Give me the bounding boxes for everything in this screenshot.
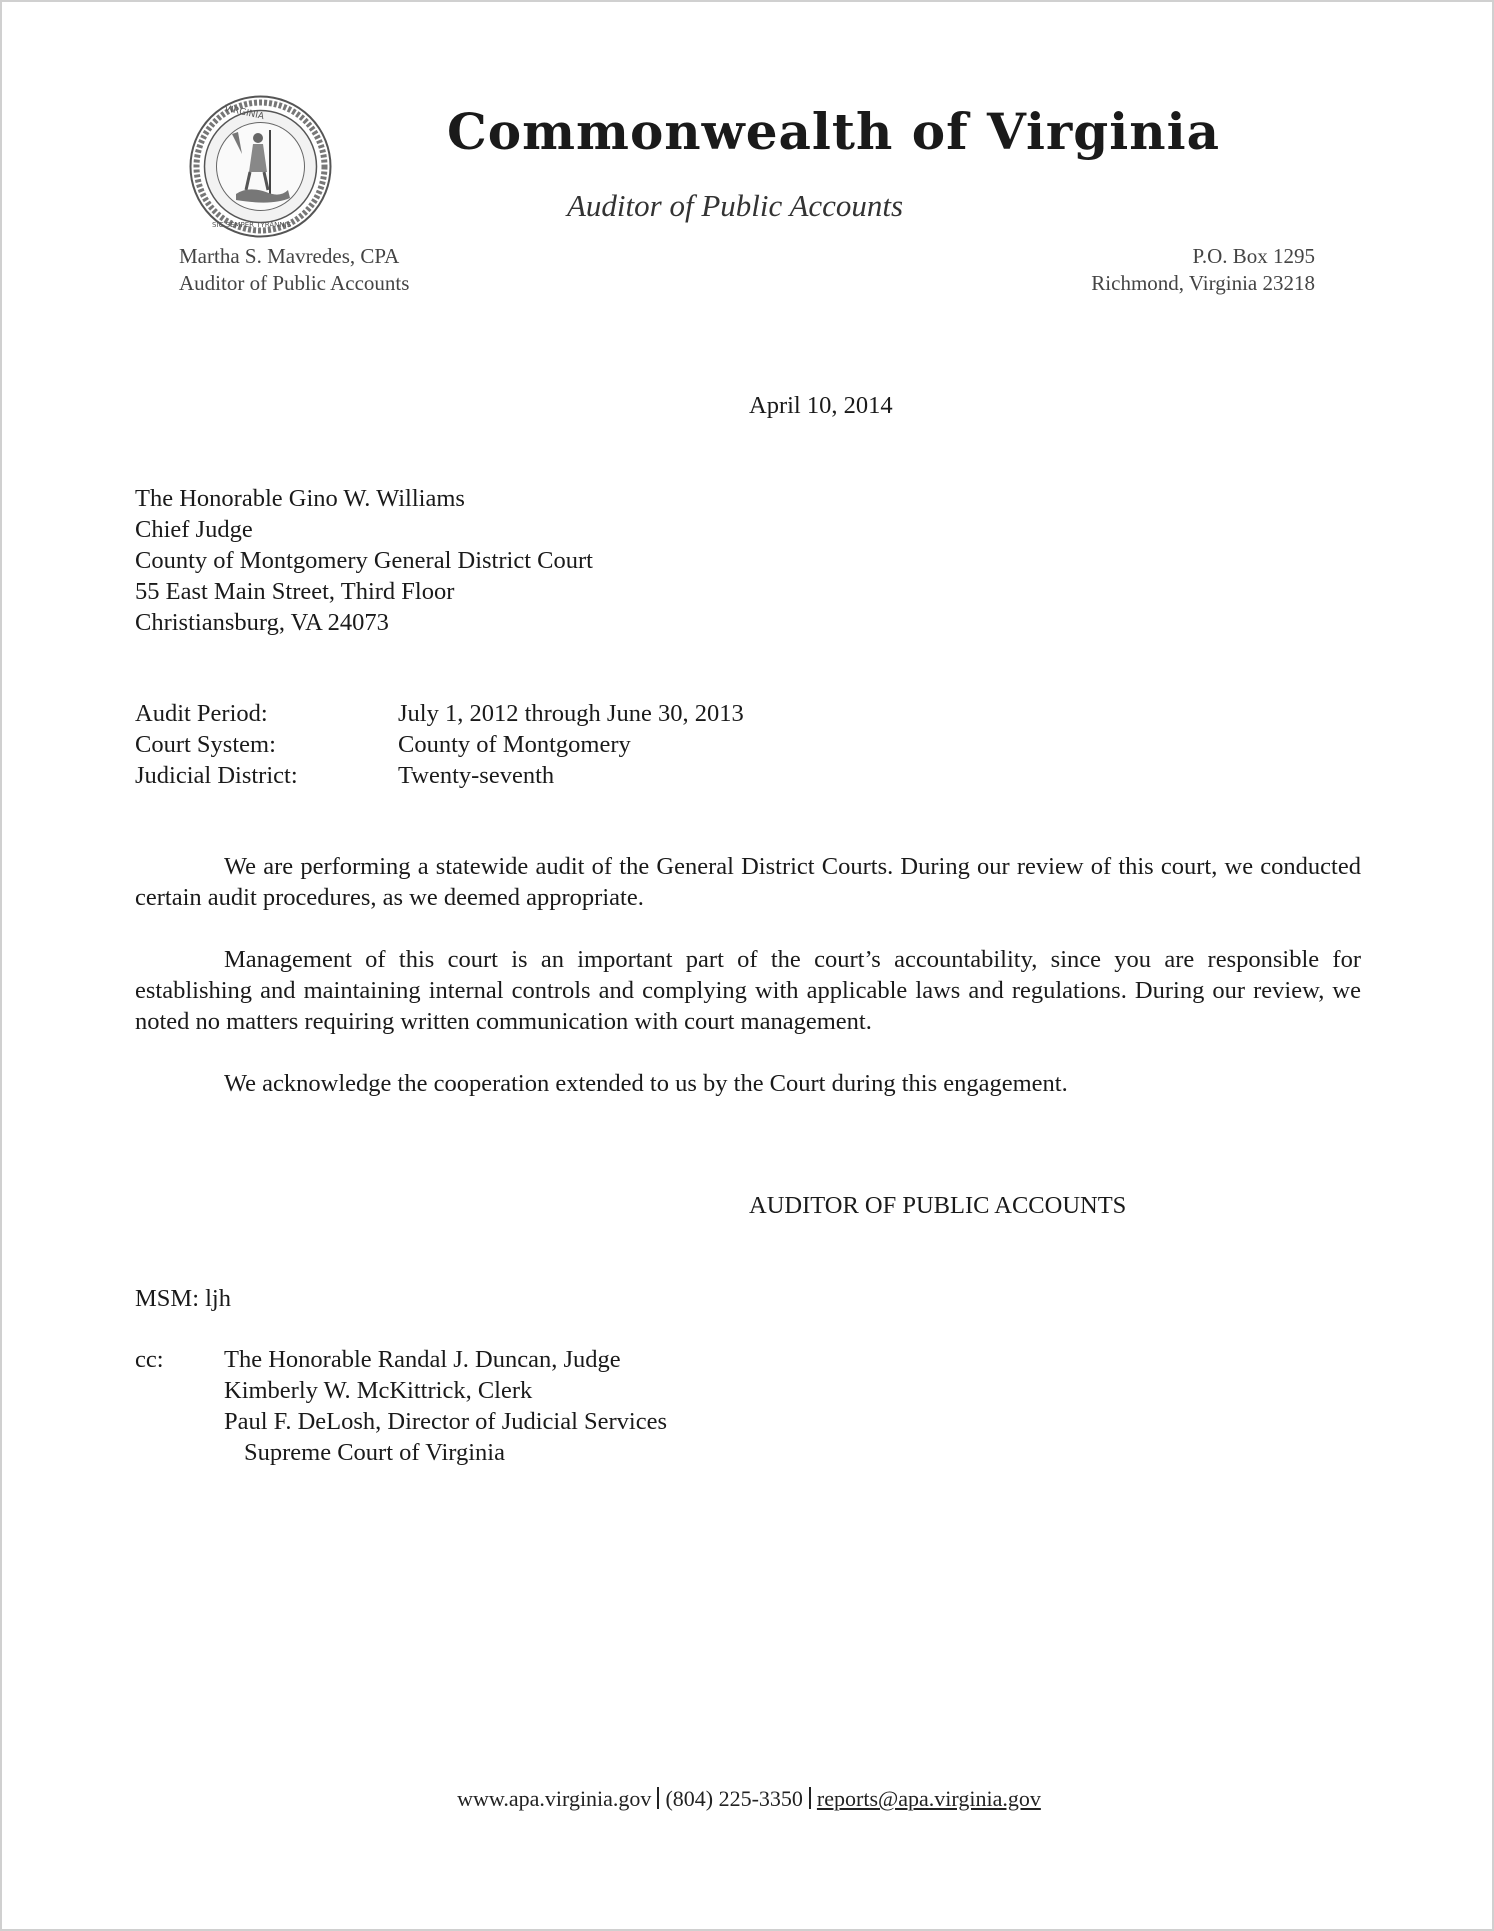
paragraph-text: We acknowledge the cooperation extended to us by the Court during this engagement. [224,1070,1068,1097]
cc-row [135,1437,667,1468]
seal-text: VIRGINIA [223,103,265,123]
cc-row [135,1406,667,1437]
info-value: County of Montgomery [398,731,631,758]
addressee-line: The Honorable Gino W. Williams [135,485,465,512]
info-label: Audit Period: [135,700,268,727]
cc-line: Paul F. DeLosh, Director of Judicial Services [224,1408,668,1435]
footer-divider [657,1787,659,1809]
footer-email-link[interactable]: reports@apa.virginia.gov [816,1786,1041,1811]
letterhead-title: Commonwealth of Virginia [447,102,1220,161]
seal-motto: SIC SEMPER TYRANNIS [212,221,292,229]
letterhead-sender [179,243,409,297]
cc-row [135,1375,667,1406]
signature-block: AUDITOR OF PUBLIC ACCOUNTS [749,1192,1127,1219]
sender-title: Auditor of Public Accounts [179,271,410,295]
addressee-block [135,483,593,638]
body-paragraph [135,851,1361,913]
city-state-zip: Richmond, Virginia 23218 [1091,271,1315,295]
cc-line: The Honorable Randal J. Duncan, Judge [224,1346,621,1373]
cc-row [135,1344,667,1375]
info-row [135,760,744,791]
letterhead-address [1091,243,1315,297]
cc-line: Kimberly W. McKittrick, Clerk [224,1377,533,1404]
paragraph-text: We are performing a statewide audit of the General District Courts. During our review of this court, we conducted certain audit procedures, as we deemed appropriate. [135,853,1361,911]
paragraph-text: Management of this court is an important part of the court’s accountability, since you are responsible for establishing and maintaining internal controls and complying with applicable laws and regulations. During our review, we noted no matters requiring written communication with court management. [135,946,1361,1035]
letter-date: April 10, 2014 [749,392,893,419]
addressee-line: Christiansburg, VA 24073 [135,609,389,636]
addressee-line: Chief Judge [135,516,253,543]
info-row [135,729,744,760]
footer-divider [809,1787,811,1809]
addressee-line: 55 East Main Street, Third Floor [135,578,455,605]
footer-phone: (804) 225-3350 [665,1786,803,1811]
sender-name: Martha S. Mavredes, CPA [179,244,400,268]
footer-website-link[interactable]: www.apa.virginia.gov [457,1786,652,1811]
cc-label: cc: [135,1346,164,1373]
body-paragraph [135,944,1361,1037]
body-paragraph [135,1068,1361,1099]
letterhead-subtitle: Auditor of Public Accounts [567,188,904,223]
info-value: July 1, 2012 through June 30, 2013 [398,700,744,727]
cc-line: Supreme Court of Virginia [244,1439,505,1466]
audit-info-block [135,698,744,791]
cc-block [135,1344,667,1468]
addressee-line: County of Montgomery General District Court [135,547,593,574]
po-box: P.O. Box 1295 [1192,244,1315,268]
info-label: Judicial District: [135,762,298,789]
info-row [135,698,744,729]
info-label: Court System: [135,731,276,758]
info-value: Twenty-seventh [398,762,555,789]
reference-initials: MSM: ljh [135,1285,231,1312]
letter-footer [2,1786,1494,1812]
